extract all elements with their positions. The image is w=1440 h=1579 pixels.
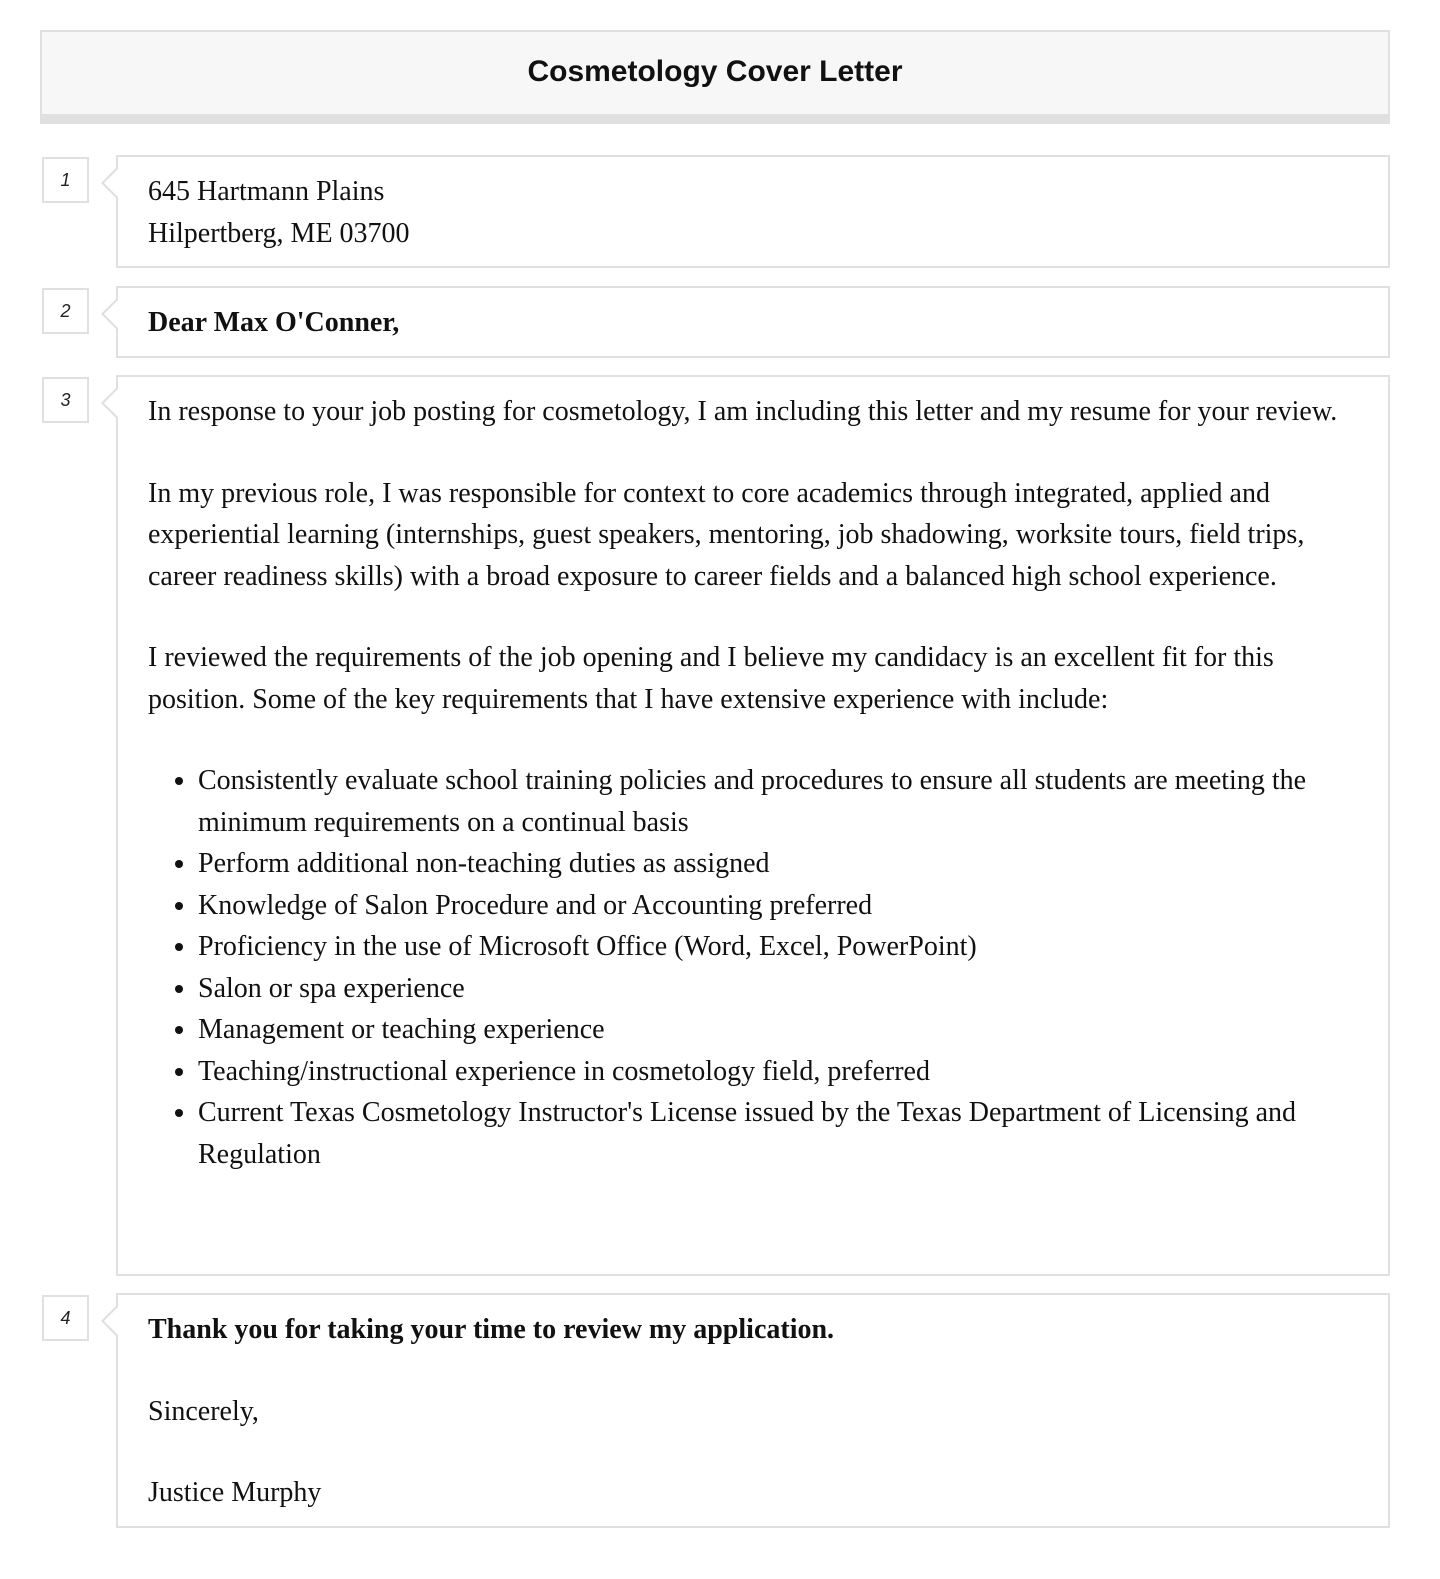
signature: Justice Murphy xyxy=(148,1477,322,1508)
closing-block xyxy=(116,1293,1390,1528)
list-item: • Teaching/instructional experience in cosmetology field, preferred xyxy=(198,1051,1358,1093)
body-paragraph: In response to your job posting for cosmetology, I am including this letter and my resume for your review. xyxy=(148,396,1338,427)
list-item: • Consistently evaluate school training policies and procedures to ensure all students are meeting the minimum requirements on a continual basis xyxy=(198,760,1358,843)
list-item: • Perform additional non-teaching duties as assigned xyxy=(198,843,1358,885)
list-item: • Knowledge of Salon Procedure and or Accounting preferred xyxy=(198,885,1358,927)
section-number: 1 xyxy=(42,157,89,203)
body-paragraph: In my previous role, I was responsible for context to core academics through integrated, applied and experiential learning (internships, guest speakers, mentoring, job shadowing, worksite tours, field trips, career readiness skills) with a broad exposure to career fields and a balanced high school experience. xyxy=(148,477,1305,592)
page-title: Cosmetology Cover Letter xyxy=(527,55,903,88)
requirements-list xyxy=(148,760,1358,1175)
greeting-text: Dear Max O'Conner, xyxy=(148,307,400,338)
list-item: • Current Texas Cosmetology Instructor's License issued by the Texas Department of Licensing and Regulation xyxy=(198,1092,1358,1175)
list-item: • Management or teaching experience xyxy=(198,1009,1358,1051)
document-header xyxy=(40,30,1390,124)
list-item: • Proficiency in the use of Microsoft Office (Word, Excel, PowerPoint) xyxy=(198,926,1358,968)
section-number: 4 xyxy=(42,1295,89,1341)
body-block xyxy=(116,375,1390,1276)
list-item: • Salon or spa experience xyxy=(198,968,1358,1010)
sign-off: Sincerely, xyxy=(148,1395,259,1427)
greeting-block xyxy=(116,286,1390,358)
body-paragraph: I reviewed the requirements of the job opening and I believe my candidacy is an excellent fit for this position. Some of the key requirements that I have extensive experience with include: xyxy=(148,642,1274,715)
address-line-1: 645 Hartmann Plains xyxy=(148,176,385,207)
section-number: 3 xyxy=(42,377,89,423)
address-line-2: Hilpertberg, ME 03700 xyxy=(148,217,410,249)
closing-thanks: Thank you for taking your time to review my application. xyxy=(148,1314,835,1345)
address-block xyxy=(116,155,1390,268)
section-number: 2 xyxy=(42,288,89,334)
